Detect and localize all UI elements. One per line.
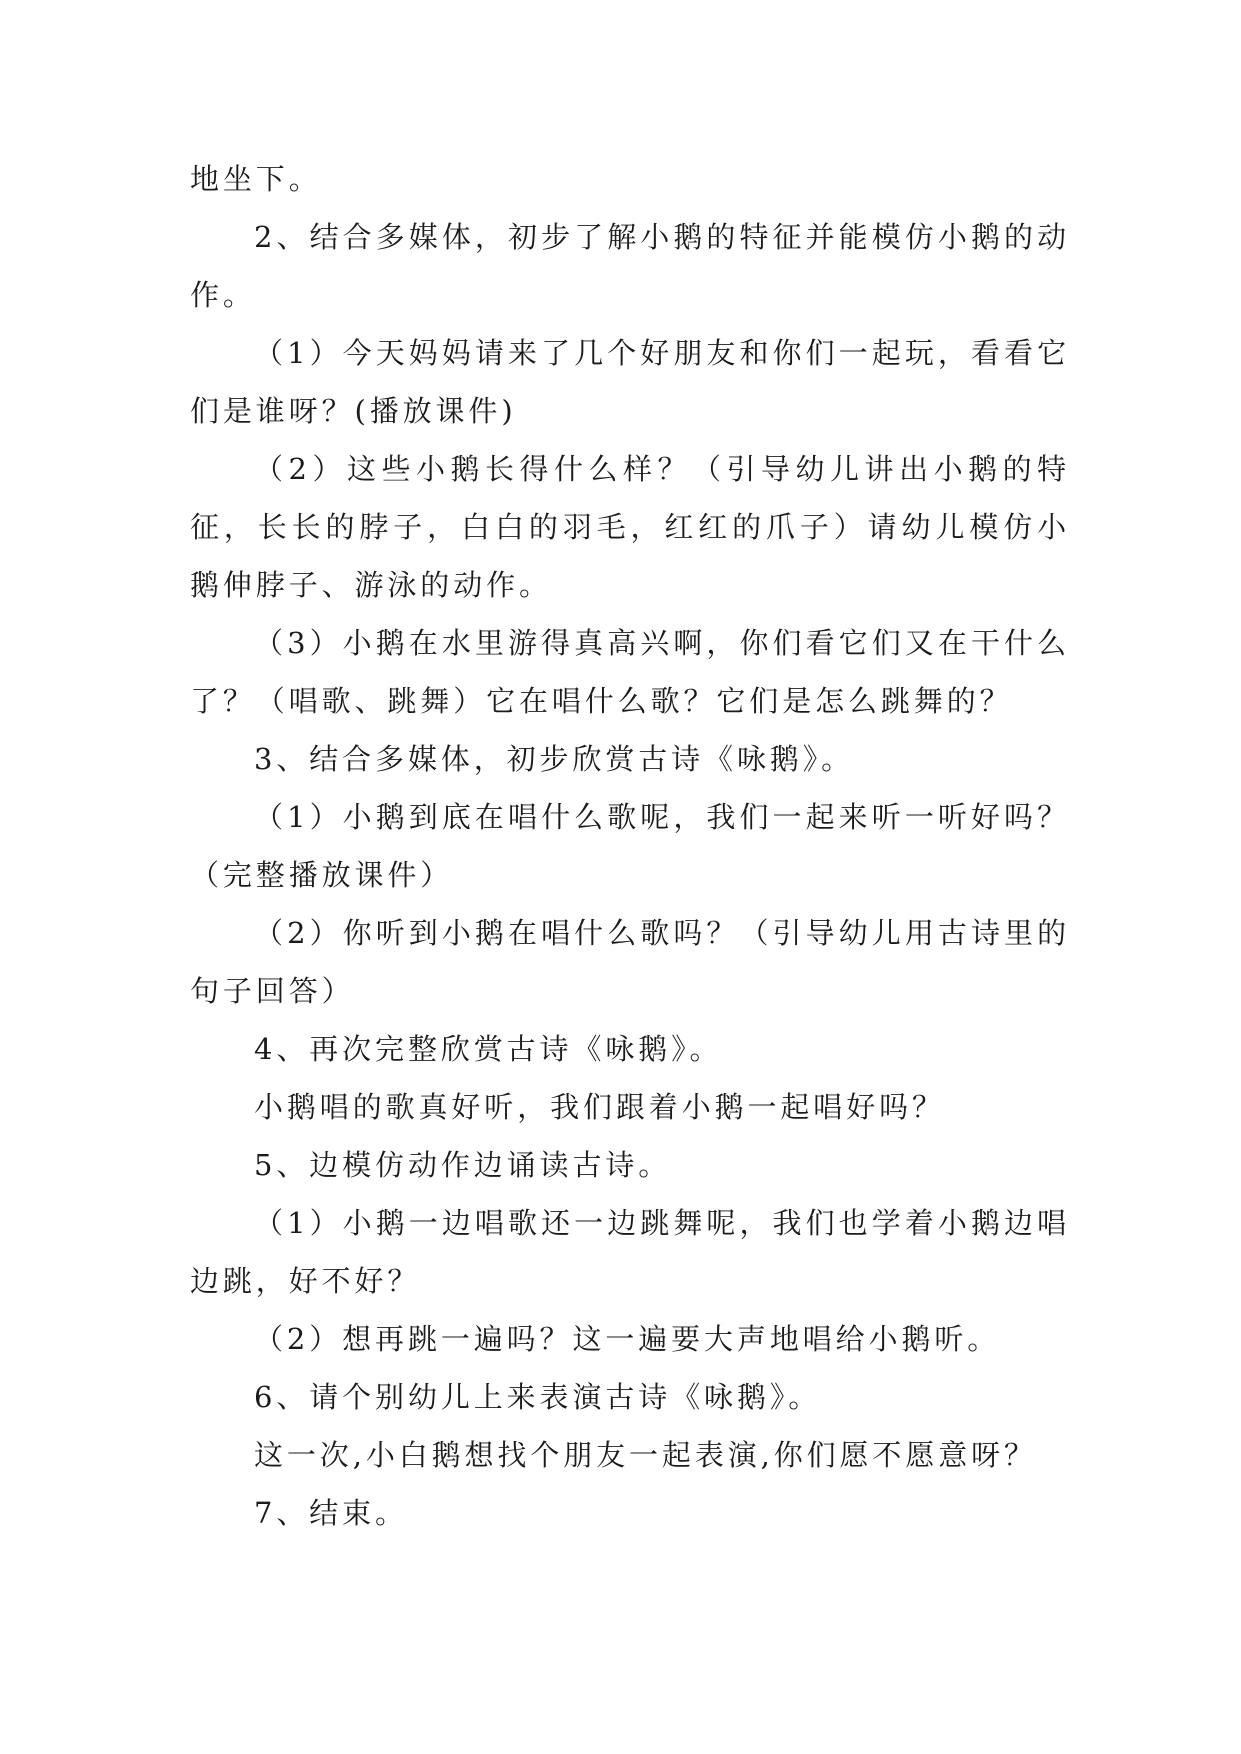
document-page (190, 150, 1070, 1542)
paragraph-step-5-1: （1）小鹅一边唱歌还一边跳舞呢，我们也学着小鹅边唱边跳，好不好？ (190, 1206, 1070, 1298)
paragraph-step-2-1: （1）今天妈妈请来了几个好朋友和你们一起玩，看看它们是谁呀？(播放课件) (190, 336, 1070, 428)
paragraph-step-2-2: （2）这些小鹅长得什么样？（引导幼儿讲出小鹅的特征，长长的脖子，白白的羽毛，红红的爪子）请幼儿模仿小鹅伸脖子、游泳的动作。 (190, 452, 1070, 602)
paragraph-step-3: 3、结合多媒体，初步欣赏古诗《咏鹅》。 (254, 742, 855, 776)
paragraph-step-6: 6、请个别幼儿上来表演古诗《咏鹅》。 (254, 1380, 822, 1414)
paragraph-step-7: 7、结束。 (254, 1496, 408, 1530)
paragraph-step-2-3: （3）小鹅在水里游得真高兴啊，你们看它们又在干什么了？（唱歌、跳舞）它在唱什么歌？它们是怎么跳舞的？ (190, 626, 1070, 718)
paragraph-step-4: 4、再次完整欣赏古诗《咏鹅》。 (254, 1032, 723, 1066)
paragraph-continuation: 地坐下。 (190, 162, 322, 196)
paragraph-step-6-text: 这一次,小白鹅想找个朋友一起表演,你们愿不愿意呀？ (254, 1438, 1037, 1472)
paragraph-step-2: 2、结合多媒体，初步了解小鹅的特征并能模仿小鹅的动作。 (190, 220, 1070, 312)
paragraph-step-5-2: （2）想再跳一遍吗？这一遍要大声地唱给小鹅听。 (254, 1322, 1001, 1356)
paragraph-step-5: 5、边模仿动作边诵读古诗。 (254, 1148, 672, 1182)
paragraph-step-4-text: 小鹅唱的歌真好听，我们跟着小鹅一起唱好吗？ (254, 1090, 945, 1124)
paragraph-step-3-2: （2）你听到小鹅在唱什么歌吗？（引导幼儿用古诗里的句子回答） (190, 916, 1070, 1008)
paragraph-step-3-1: （1）小鹅到底在唱什么歌呢，我们一起来听一听好吗？（完整播放课件） (190, 800, 1070, 892)
